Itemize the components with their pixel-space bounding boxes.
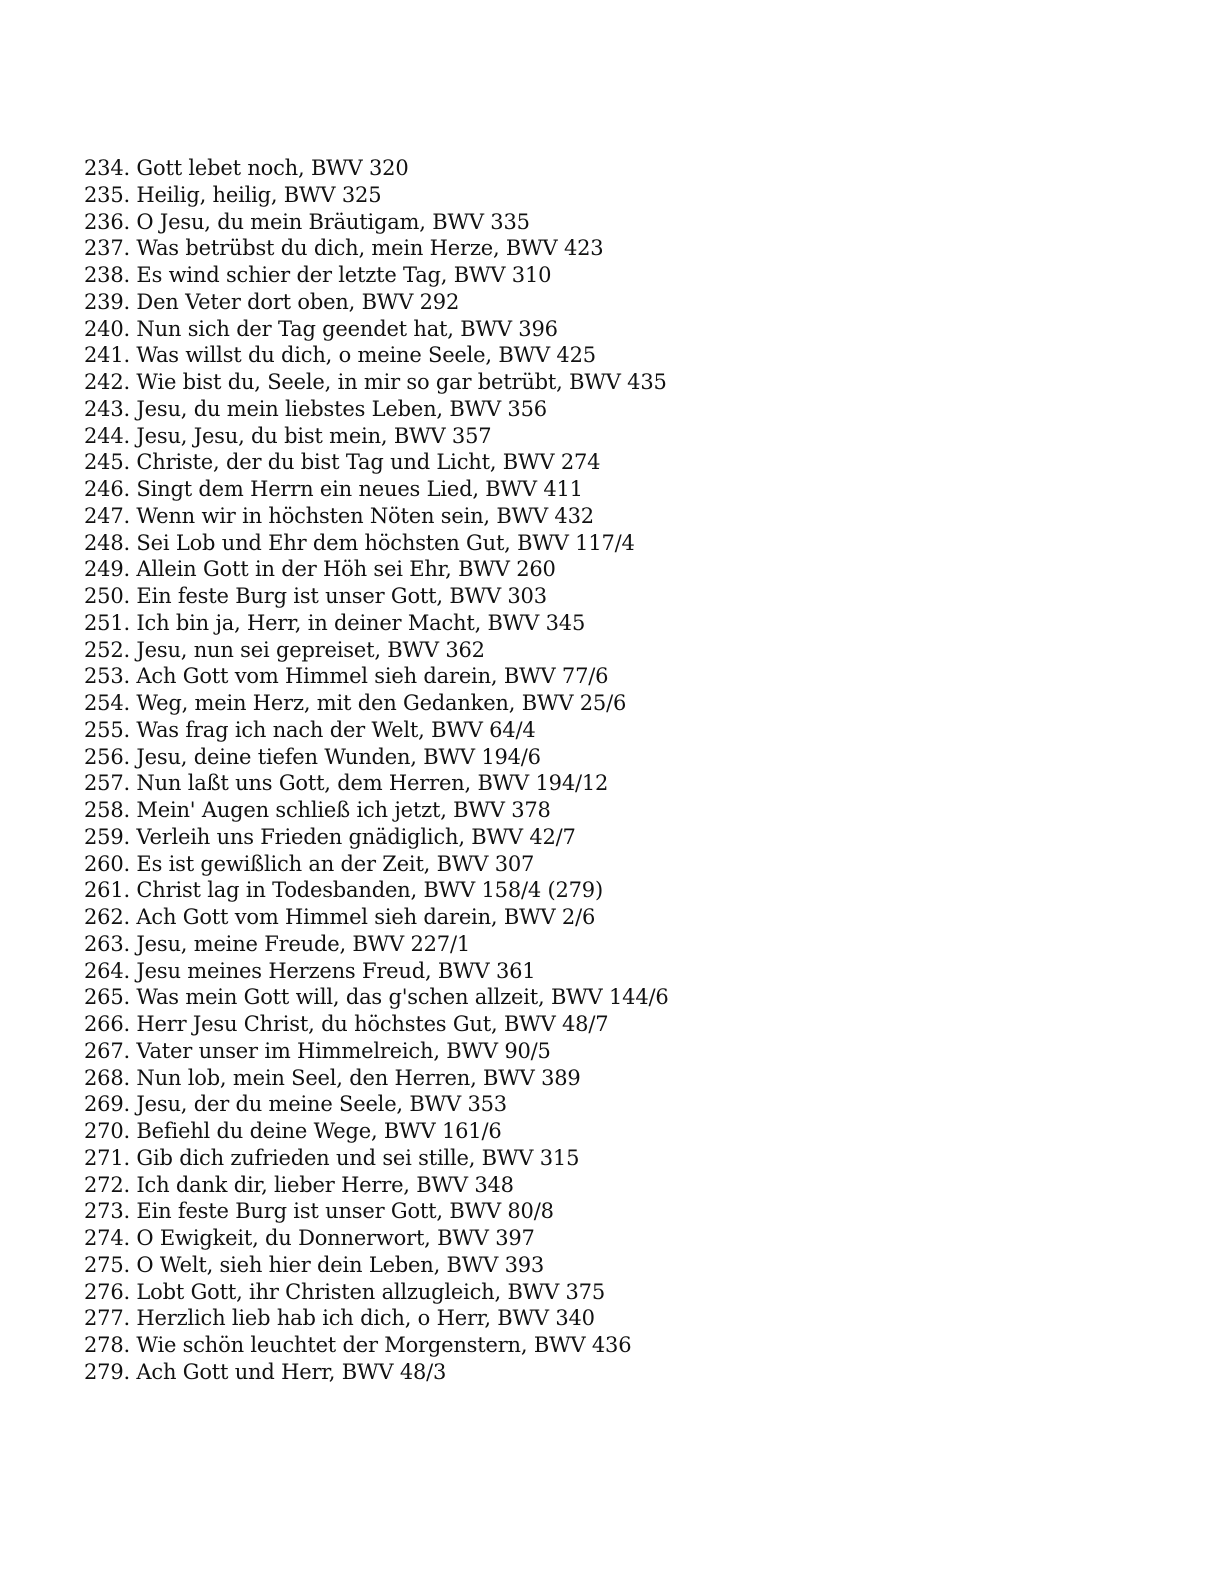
chorale-entry: 249. Allein Gott in der Höh sei Ehr, BWV 260 xyxy=(84,557,556,582)
chorale-entry: 267. Vater unser im Himmelreich, BWV 90/5 xyxy=(84,1038,551,1063)
chorale-entry: 236. O Jesu, du mein Bräutigam, BWV 335 xyxy=(84,209,530,234)
chorale-entry: 270. Befiehl du deine Wege, BWV 161/6 xyxy=(84,1119,502,1143)
chorale-entry: 256. Jesu, deine tiefen Wunden, BWV 194/6 xyxy=(84,744,541,769)
chorale-entry: 246. Singt dem Herrn ein neues Lied, BWV 411 xyxy=(84,477,583,501)
chorale-entry: 245. Christe, der du bist Tag und Licht, BWV 274 xyxy=(84,450,601,475)
chorale-entry: 238. Es wind schier der letzte Tag, BWV 310 xyxy=(84,263,552,287)
chorale-entry: 274. O Ewigkeit, du Donnerwort, BWV 397 xyxy=(84,1226,535,1250)
chorale-entry: 259. Verleih uns Frieden gnädiglich, BWV 42/7 xyxy=(84,824,576,849)
chorale-entry: 266. Herr Jesu Christ, du höchstes Gut, BWV 48/7 xyxy=(84,1012,609,1036)
chorale-entry: 268. Nun lob, mein Seel, den Herren, BWV 389 xyxy=(84,1065,581,1090)
chorale-entry: 237. Was betrübst du dich, mein Herze, BWV 423 xyxy=(84,236,604,261)
chorale-entry: 235. Heilig, heilig, BWV 325 xyxy=(84,182,382,207)
chorale-entry: 250. Ein feste Burg ist unser Gott, BWV 303 xyxy=(84,584,547,608)
chorale-entry: 260. Es ist gewißlich an der Zeit, BWV 307 xyxy=(84,851,535,876)
chorale-entry: 255. Was frag ich nach der Welt, BWV 64/4 xyxy=(84,717,536,742)
chorale-entry: 276. Lobt Gott, ihr Christen allzugleich, BWV 375 xyxy=(84,1279,605,1304)
chorale-entry: 234. Gott lebet noch, BWV 320 xyxy=(84,156,409,180)
chorale-entry: 265. Was mein Gott will, das g'schen allzeit, BWV 144/6 xyxy=(84,985,669,1010)
chorale-list xyxy=(84,155,669,1386)
chorale-entry: 253. Ach Gott vom Himmel sieh darein, BWV 77/6 xyxy=(84,664,609,689)
chorale-entry: 279. Ach Gott und Herr, BWV 48/3 xyxy=(84,1359,447,1384)
chorale-entry: 244. Jesu, Jesu, du bist mein, BWV 357 xyxy=(84,423,492,448)
chorale-entry: 273. Ein feste Burg ist unser Gott, BWV 80/8 xyxy=(84,1199,554,1224)
chorale-entry: 258. Mein' Augen schließ ich jetzt, BWV 378 xyxy=(84,798,551,822)
chorale-entry: 272. Ich dank dir, lieber Herre, BWV 348 xyxy=(84,1172,514,1197)
chorale-entry: 277. Herzlich lieb hab ich dich, o Herr, BWV 340 xyxy=(84,1306,595,1331)
chorale-entry: 275. O Welt, sieh hier dein Leben, BWV 393 xyxy=(84,1252,545,1277)
chorale-entry: 251. Ich bin ja, Herr, in deiner Macht, BWV 345 xyxy=(84,610,586,635)
chorale-entry: 262. Ach Gott vom Himmel sieh darein, BWV 2/6 xyxy=(84,905,596,929)
chorale-entry: 252. Jesu, nun sei gepreiset, BWV 362 xyxy=(84,637,485,662)
chorale-entry: 261. Christ lag in Todesbanden, BWV 158/4 (279) xyxy=(84,878,603,903)
chorale-entry: 240. Nun sich der Tag geendet hat, BWV 396 xyxy=(84,316,558,341)
chorale-entry: 278. Wie schön leuchtet der Morgenstern, BWV 436 xyxy=(84,1333,632,1357)
chorale-entry: 241. Was willst du dich, o meine Seele, BWV 425 xyxy=(84,343,596,368)
chorale-entry: 239. Den Veter dort oben, BWV 292 xyxy=(84,289,460,314)
chorale-entry: 247. Wenn wir in höchsten Nöten sein, BWV 432 xyxy=(84,503,594,528)
chorale-entry: 243. Jesu, du mein liebstes Leben, BWV 356 xyxy=(84,396,547,421)
chorale-entry: 263. Jesu, meine Freude, BWV 227/1 xyxy=(84,931,470,956)
chorale-entry: 264. Jesu meines Herzens Freud, BWV 361 xyxy=(84,958,536,983)
chorale-entry: 254. Weg, mein Herz, mit den Gedanken, BWV 25/6 xyxy=(84,691,627,715)
chorale-entry: 269. Jesu, der du meine Seele, BWV 353 xyxy=(84,1092,507,1117)
chorale-entry: 271. Gib dich zufrieden und sei stille, BWV 315 xyxy=(84,1145,580,1170)
chorale-entry: 257. Nun laßt uns Gott, dem Herren, BWV 194/12 xyxy=(84,771,609,796)
chorale-entry: 242. Wie bist du, Seele, in mir so gar betrübt, BWV 435 xyxy=(84,370,667,394)
chorale-entry: 248. Sei Lob und Ehr dem höchsten Gut, BWV 117/4 xyxy=(84,530,635,555)
